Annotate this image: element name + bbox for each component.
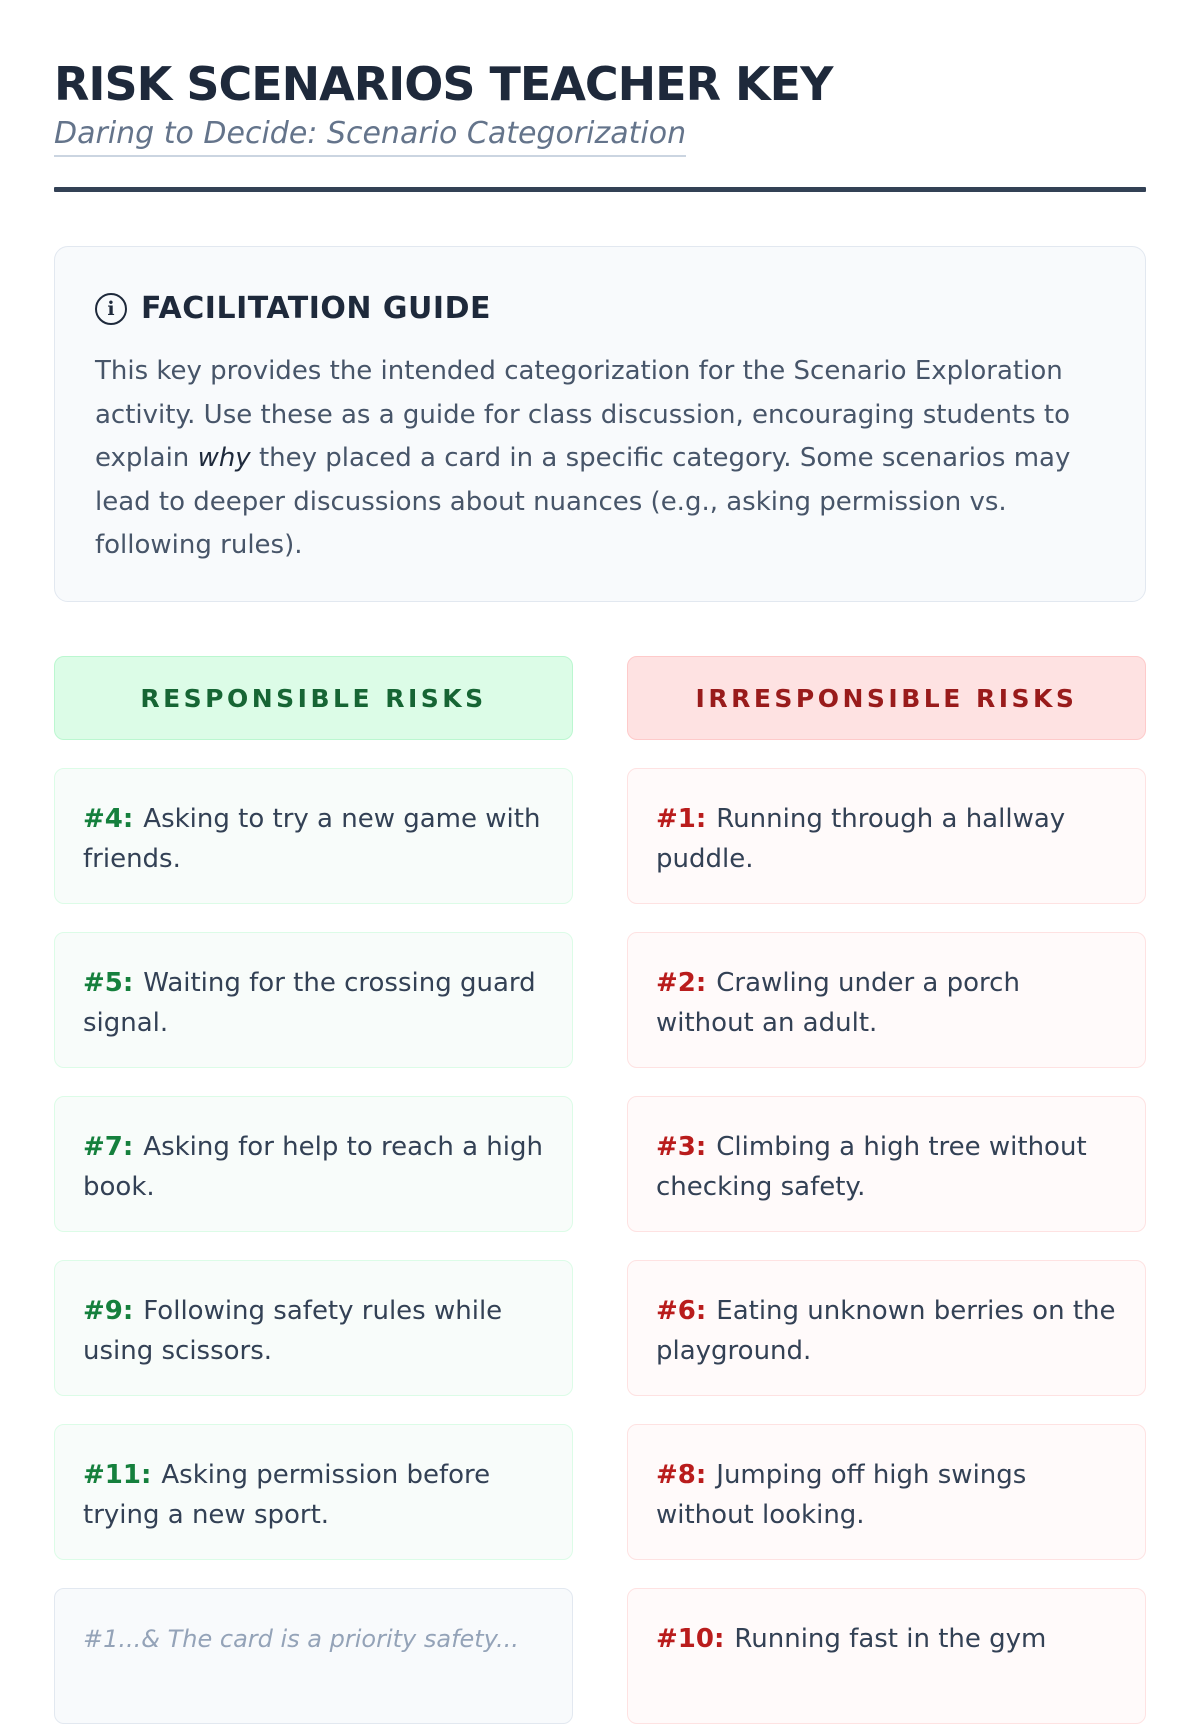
guide-body-text-1: This key provides the intended categorization for the Scenario Exploration activity. Use these as a guide for class discussion, encouraging students to explain [95, 356, 1071, 473]
scenario-number: #3: [656, 1132, 707, 1162]
scenario-text: Asking permission before trying a new sport. [83, 1460, 491, 1530]
guide-body-emphasis: why [197, 443, 251, 473]
scenario-text: Running through a hallway puddle. [656, 804, 1066, 874]
scenario-text: Asking for help to reach a high book. [83, 1132, 543, 1202]
scenario-number: #9: [83, 1296, 134, 1326]
scenario-text: Eating unknown berries on the playground. [656, 1296, 1116, 1366]
irresponsible-heading: IRRESPONSIBLE RISKS [627, 656, 1146, 740]
guide-title: FACILITATION GUIDE [141, 291, 491, 326]
scenario-number: #8: [656, 1460, 707, 1490]
scenario-number: #10: [656, 1624, 725, 1654]
scenario-number: #6: [656, 1296, 707, 1326]
page-header [54, 0, 1146, 192]
scenario-number: #2: [656, 968, 707, 998]
scenario-card [54, 1424, 573, 1560]
info-icon: i [95, 293, 127, 325]
scenario-card [54, 768, 573, 904]
irresponsible-column [627, 656, 1146, 1724]
scenario-text: Jumping off high swings without looking. [656, 1460, 1027, 1530]
header-divider [54, 187, 1146, 192]
note-text: #1...& The card is a priority safety... [83, 1625, 519, 1653]
guide-body [95, 350, 1105, 568]
scenario-number: #11: [83, 1460, 152, 1490]
scenario-text: Following safety rules while using scissors. [83, 1296, 503, 1366]
scenario-card [627, 1424, 1146, 1560]
guide-header [95, 291, 1105, 326]
guide-body-text-2: they placed a card in a specific category. Some scenarios may lead to deeper discussions about nuances (e.g., asking permission vs. following rules). [95, 443, 1071, 560]
scenario-card [627, 768, 1146, 904]
responsible-column [54, 656, 573, 1724]
scenario-number: #1: [656, 804, 707, 834]
scenario-card [627, 1260, 1146, 1396]
scenario-card [627, 1588, 1146, 1724]
scenario-card [627, 1096, 1146, 1232]
scenario-card [627, 932, 1146, 1068]
responsible-heading: RESPONSIBLE RISKS [54, 656, 573, 740]
scenario-card [54, 932, 573, 1068]
scenario-card [54, 1260, 573, 1396]
scenario-number: #7: [83, 1132, 134, 1162]
risk-columns [54, 656, 1146, 1724]
scenario-text: Crawling under a porch without an adult. [656, 968, 1020, 1038]
scenario-text: Running fast in the gym [734, 1624, 1047, 1654]
scenario-card [54, 1096, 573, 1232]
scenario-text: Asking to try a new game with friends. [83, 804, 541, 874]
page-subtitle: Daring to Decide: Scenario Categorization [54, 114, 686, 157]
page-title: RISK SCENARIOS TEACHER KEY [54, 57, 833, 111]
scenario-number: #5: [83, 968, 134, 998]
scenario-text: Waiting for the crossing guard signal. [83, 968, 536, 1038]
scenario-number: #4: [83, 804, 134, 834]
scenario-text: Climbing a high tree without checking safety. [656, 1132, 1087, 1202]
facilitation-guide-box [54, 246, 1146, 602]
note-card [54, 1588, 573, 1724]
